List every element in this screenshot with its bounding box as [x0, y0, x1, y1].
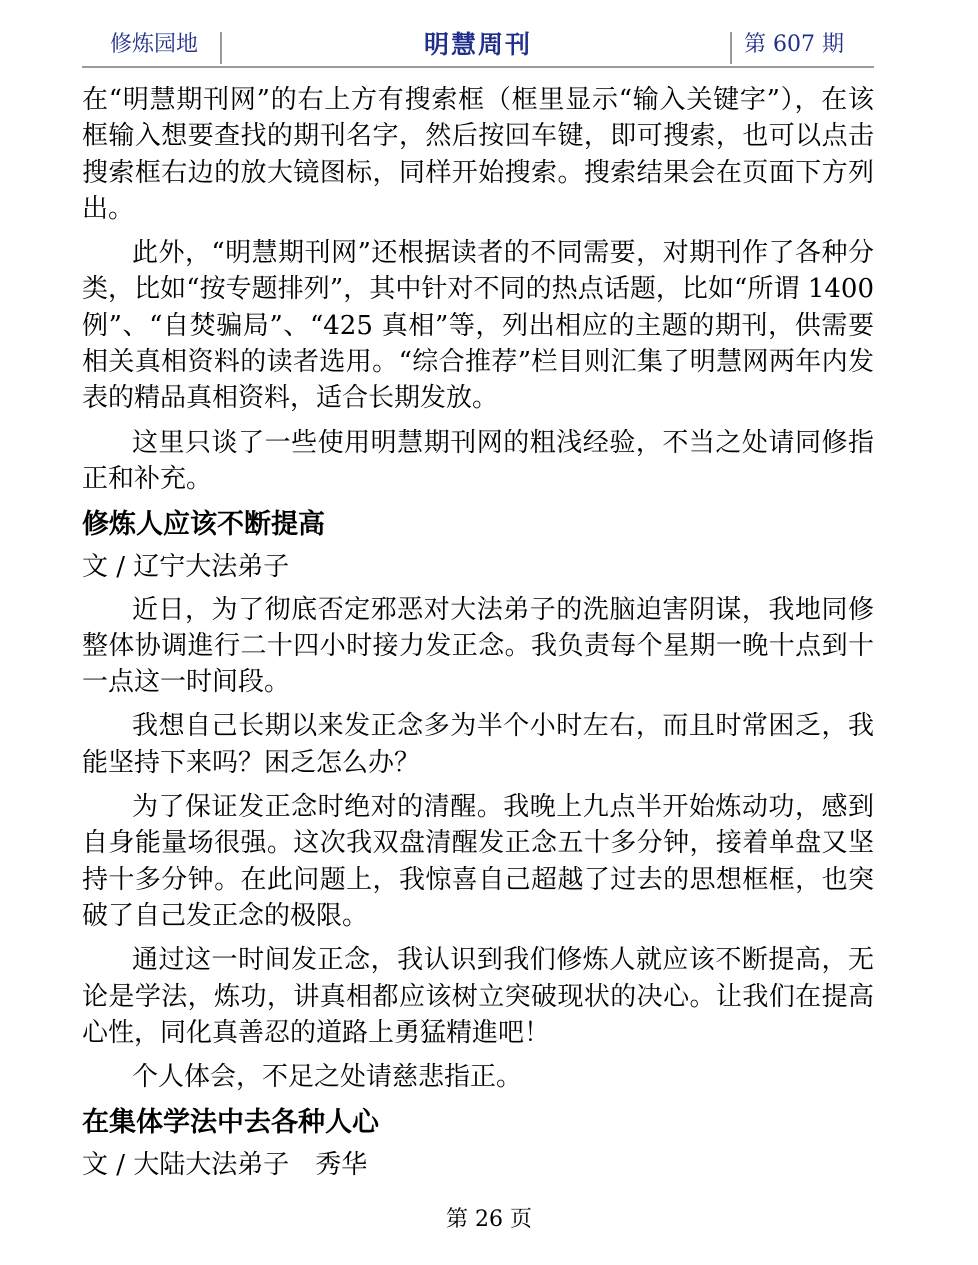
header-title: 明慧周刊 — [423, 30, 532, 59]
paragraph: 在“明慧期刊网”的右上方有搜索框（框里显示“输入关键字”），在该框输入想要查找的期刊名字，然后按回车键，即可搜索，也可以点击搜索框右边的放大镜图标，同样开始搜索。搜索结果会在页面下方列出。 — [82, 85, 874, 224]
paragraph: 为了保证发正念时绝对的清醒。我晚上九点半开始炼动功，感到自身能量场很强。这次我双盘清醒发正念五十多分钟，接着单盘又坚持十多分钟。在此问题上，我惊喜自己超越了过去的思想框框，也突破了自己发正念的极限。 — [82, 792, 874, 931]
article-title: 在集体学法中去各种人心 — [82, 1107, 379, 1139]
paragraph: 个人体会，不足之处请慈悲指正。 — [132, 1062, 523, 1093]
paragraph: 近日，为了彻底否定邪恶对大法弟子的洗脑迫害阴谋，我地同修整体协调進行二十四小时接力发正念。我负责每个星期一晚十点到十一点这一时间段。 — [82, 594, 874, 698]
paragraph: 这里只谈了一些使用明慧期刊网的粗浅经验，不当之处请同修指正和补充。 — [82, 427, 874, 494]
paragraph: 我想自己长期以来发正念多为半个小时左右，而且时常困乏，我能坚持下来吗？困乏怎么办？ — [82, 711, 874, 778]
header-divider-right — [730, 32, 732, 64]
article-byline: 文 / 大陆大法弟子 秀华 — [82, 1150, 368, 1181]
page-header — [82, 28, 874, 68]
page-number: 第 26 页 — [446, 1207, 532, 1232]
paragraph: 此外，“明慧期刊网”还根据读者的不同需要，对期刊作了各种分类，比如“按专题排列”，其中针对不同的热点话题，比如“所谓 1400 例”、“自焚骗局”、“425 真相”等，列出相应的主题的期刊，供需要相关真相资料的读者选用。“综合推荐”栏目则汇集了明慧网两年内发表的精品真相资料，适合长期发放。 — [82, 238, 874, 414]
article-title: 修炼人应该不断提高 — [82, 509, 325, 541]
page-content — [82, 82, 874, 1190]
header-section: 修炼园地 — [110, 32, 199, 57]
header-issue: 第 607 期 — [744, 32, 844, 57]
article-byline: 文 / 辽宁大法弟子 — [82, 552, 290, 583]
paragraph: 通过这一时间发正念，我认识到我们修炼人就应该不断提高，无论是学法，炼功，讲真相都应该树立突破现状的决心。让我们在提高心性，同化真善忍的道路上勇猛精進吧！ — [82, 945, 874, 1048]
